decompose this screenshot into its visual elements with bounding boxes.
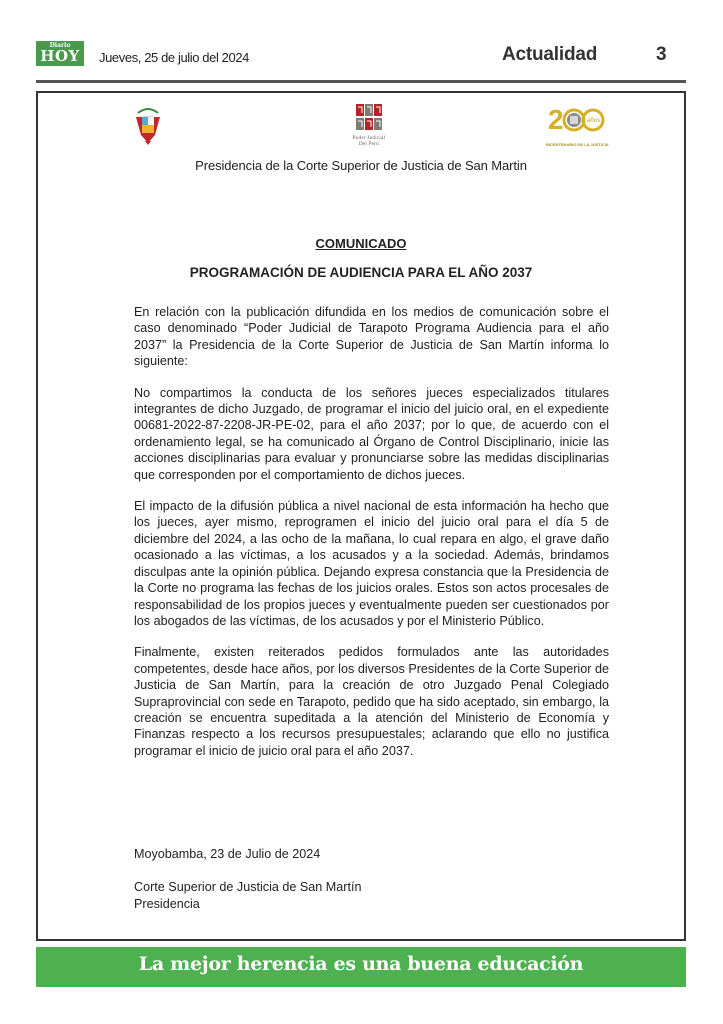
section-title: Actualidad (502, 44, 598, 65)
logo-big-text: HOY (40, 47, 80, 65)
place-date: Moyobamba, 23 de Julio de 2024 (134, 847, 321, 861)
bicentenario-number: 2 (548, 104, 564, 135)
page-number: 3 (656, 44, 667, 65)
peru-coat-of-arms-icon (134, 105, 162, 145)
poder-judicial-logo-icon (342, 103, 396, 151)
footer-banner (36, 947, 686, 987)
notice-closing (134, 846, 362, 912)
issue-date: Jueves, 25 de julio del 2024 (99, 50, 249, 65)
issuing-organization: Presidencia de la Corte Superior de Justicia de San Martin (195, 158, 527, 173)
logo-small-text: Diario (49, 42, 71, 49)
poder-judicial-text-line2: Del Perú (358, 142, 380, 147)
diario-hoy-logo (36, 41, 84, 66)
notice-paragraph: No compartimos la conducta de los señores jueces especializados titulares integrantes de dicho Juzgado, de programar el inicio del juicio oral, en el expediente 00681-2022-87-2208-JR-PE-02, para el año 2037; por lo que, de acuerdo con el ordenamiento legal, se ha comunicado al Órgano de Control Disciplinario, inicie las acciones disciplinarias para evaluar y pronunciarse sobre las medidas disciplinarias que corresponden por el comportamiento de dichos jueces. (134, 385, 609, 482)
signature-line-2: Presidencia (134, 896, 200, 911)
notice-paragraph: En relación con la publicación difundida en los medios de comunicación sobre el caso denominado “Poder Judicial de Tarapoto Programa Audiencia para el año 2037” la Presidencia de la Corte Superior de Justicia de San Martín informa lo siguiente: (134, 305, 609, 369)
banner-slogan: La mejor herencia es una buena educación (138, 953, 584, 975)
bicentenario-caption: BICENTENARIO DE LA JUSTICIA (546, 142, 609, 147)
notice-paragraph: Finalmente, existen reiterados pedidos formulados ante las autoridades competentes, desde hace años, por los diversos Presidentes de la Corte Superior de Justicia de San Martín, para la creación de otro Juzgado Penal Colegiado Supraprovincial con sede en Tarapoto, pedido que ha sido aceptado, sin embargo, la creación se encuentra supeditada a la atención del Ministerio de Economía y Finanzas respecto a los recursos presupuestales; aclarando que ello no justifica programar el inicio de juicio oral para el año 2037. (134, 645, 609, 758)
bicentenario-200-logo-icon (546, 101, 609, 147)
notice-subtitle: PROGRAMACIÓN DE AUDIENCIA PARA EL AÑO 2037 (189, 265, 533, 280)
notice-frame (36, 91, 686, 941)
notice-title: COMUNICADO (315, 236, 407, 251)
signature-line-1: Corte Superior de Justicia de San Martín (134, 880, 362, 895)
masthead (36, 41, 686, 69)
bicentenario-anos: años (587, 118, 601, 124)
notice-paragraph: El impacto de la difusión pública a nivel nacional de esta información ha hecho que los jueces, ayer mismo, reprogramen el inicio del juicio oral para el día 5 de diciembre del 2024, a las ocho de la mañana, lo cual repara en algo, el grave daño ocasionado a las víctimas, a los acusados y a la sociedad. Además, brindamos disculpas ante la opinión pública. Dejando expresa constancia que la Presidencia de la Corte no programa las fechas de los juicios orales. Estos son actos procesales de responsabilidad de los propios jueces y eventualmente pueden ser cuestionados por los abogados de las víctimas, de los acusados y por el Ministerio Público. (134, 499, 609, 628)
poder-judicial-text-line1: Poder Judicial (352, 136, 386, 141)
header-rule (36, 80, 686, 83)
notice-body (134, 304, 609, 774)
